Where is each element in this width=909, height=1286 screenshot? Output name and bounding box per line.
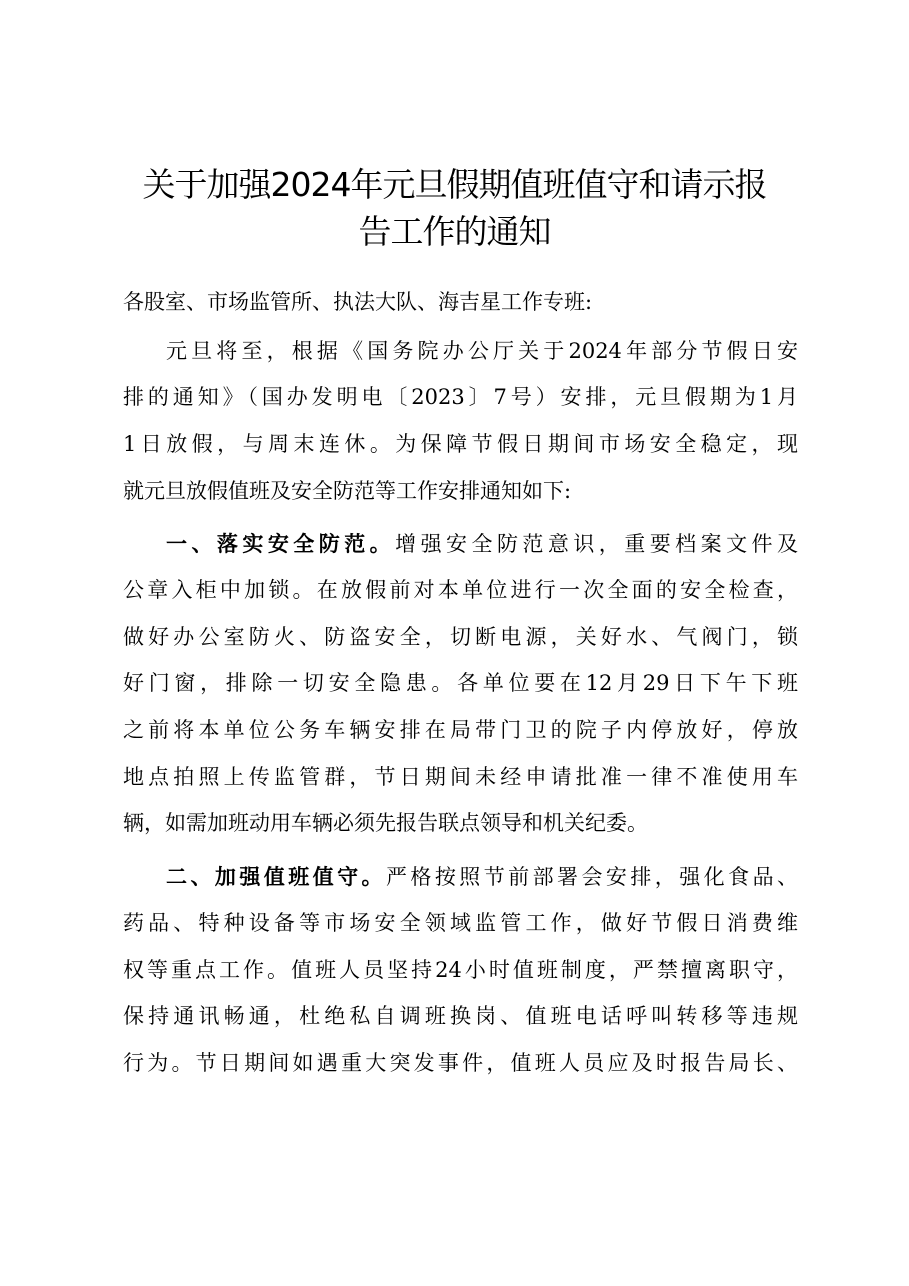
section2-line-4: 保持通讯畅通，杜绝私自调班换岗、值班电话呼叫转移等违规 xyxy=(123,1004,798,1028)
addressee-line: 各股室、市场监管所、执法大队、海吉星工作专班: xyxy=(123,290,593,314)
section1-first-line xyxy=(166,529,798,559)
section2-first-line xyxy=(166,862,798,892)
section2-line-3: 权等重点工作。值班人员坚持24小时值班制度，严禁擅离职守， xyxy=(123,958,798,982)
section1-line-6: 地点拍照上传监管群，节日期间未经申请批准一律不准使用车 xyxy=(123,765,798,789)
document-title-line-1: 关于加强2024年元旦假期值班值守和请示报 xyxy=(142,165,767,204)
section2-line-5: 行为。节日期间如遇重大突发事件，值班人员应及时报告局长、 xyxy=(123,1051,798,1075)
section1-heading: 一、落实安全防范。 xyxy=(166,532,396,556)
section1-line-7: 辆，如需加班动用车辆必须先报告联点领导和机关纪委。 xyxy=(123,811,648,835)
section2-heading: 二、加强值班值守。 xyxy=(166,865,386,889)
section2-line-2: 药品、特种设备等市场安全领域监管工作，做好节假日消费维 xyxy=(123,911,798,935)
section1-line-3: 做好办公室防火、防盗安全，切断电源，关好水、气阀门，锁 xyxy=(123,625,798,649)
document-title-line-2: 告工作的通知 xyxy=(358,212,551,251)
intro-line-3: 1日放假，与周末连休。为保障节假日期间市场安全稳定，现 xyxy=(123,432,798,456)
section1-line-5: 之前将本单位公务车辆安排在局带门卫的院子内停放好，停放 xyxy=(123,718,798,742)
section1-line-2: 公章入柜中加锁。在放假前对本单位进行一次全面的安全检查， xyxy=(123,578,798,602)
intro-line-2: 排的通知》（国办发明电〔2023〕7号）安排，元旦假期为1月 xyxy=(123,385,798,409)
section1-first-line-text: 增强安全防范意识，重要档案文件及 xyxy=(395,532,798,556)
section2-first-line-text: 严格按照节前部署会安排，强化食品、 xyxy=(385,865,799,889)
intro-line-1: 元旦将至，根据《国务院办公厅关于2024年部分节假日安 xyxy=(166,339,798,363)
section1-line-4: 好门窗，排除一切安全隐患。各单位要在12月29日下午下班 xyxy=(123,671,798,695)
intro-line-4: 就元旦放假值班及安全防范等工作安排通知如下: xyxy=(123,479,572,503)
